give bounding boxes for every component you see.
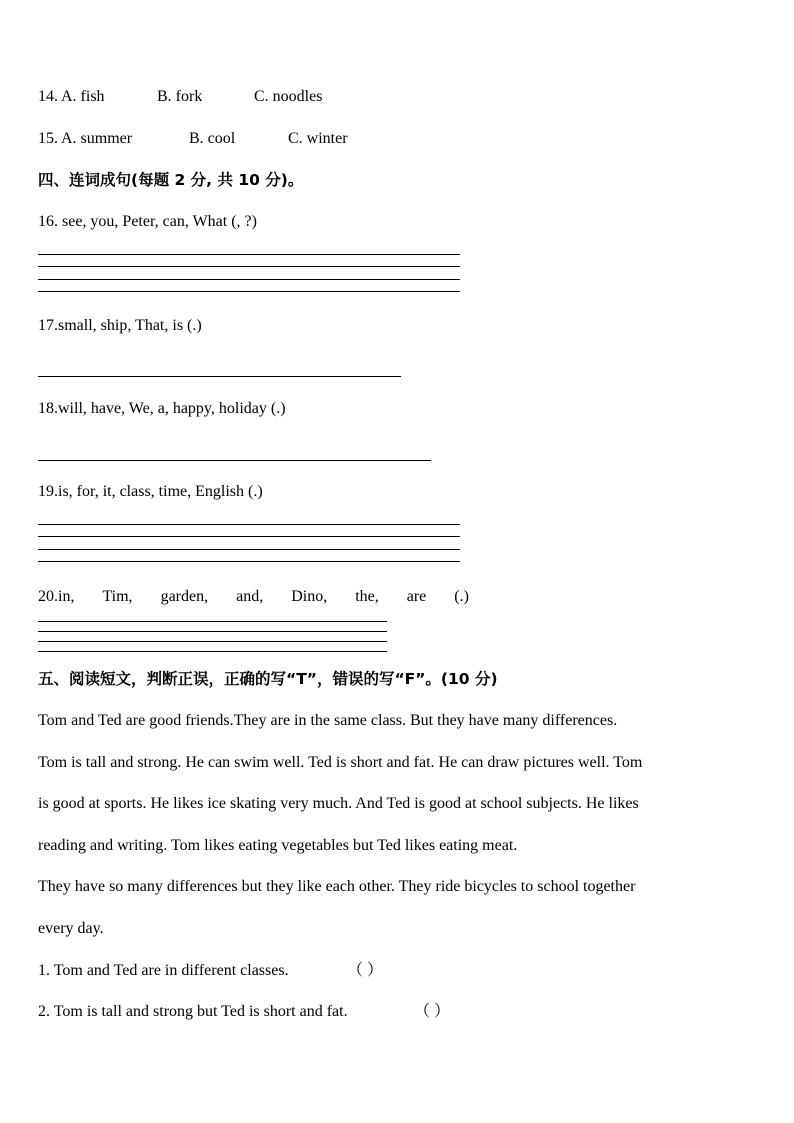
section-4-heading: 四、连词成句(每题 2 分, 共 10 分)。	[38, 171, 304, 189]
q16-writing-line-2[interactable]	[38, 266, 460, 267]
q14-number: 14.	[38, 88, 58, 105]
q15-option-a: A. summer	[61, 130, 133, 147]
q20-word: the,	[355, 588, 379, 605]
q19-writing-line-4[interactable]	[38, 561, 460, 562]
section-5-heading: 五、阅读短文，判断正误，正确的写“T”，错误的写“F”。(10 分)	[38, 670, 498, 688]
q16-writing-line-3[interactable]	[38, 279, 460, 280]
q19-prompt: 19.is, for, it, class, time, English (.)	[38, 483, 263, 500]
passage-line-4: reading and writing. Tom likes eating vegetables but Ted likes eating meat.	[38, 837, 518, 854]
q16-writing-line-4[interactable]	[38, 291, 460, 292]
q17-answer-line[interactable]	[38, 376, 401, 377]
q14-option-b: B. fork	[157, 88, 203, 105]
q15-option-c: C. winter	[288, 130, 348, 147]
q20-writing-line-3[interactable]	[38, 641, 387, 642]
q17-prompt: 17.small, ship, That, is (.)	[38, 317, 202, 334]
q20-word: are	[406, 588, 427, 605]
q20-word: (.)	[454, 588, 469, 605]
statement-1-answer-blank[interactable]: （ ）	[347, 962, 384, 979]
passage-line-3: is good at sports. He likes ice skating very much. And Ted is good at school subjects. He likes	[38, 795, 639, 812]
q20-word: and,	[236, 588, 264, 605]
q14-option-a: A. fish	[61, 88, 105, 105]
q19-writing-line-2[interactable]	[38, 536, 460, 537]
passage-line-2: Tom is tall and strong. He can swim well. Ted is short and fat. He can draw pictures well. Tom	[38, 754, 643, 771]
q18-answer-line[interactable]	[38, 460, 431, 461]
q14-option-c: C. noodles	[254, 88, 323, 105]
q20-word: 20.in,	[38, 588, 75, 605]
statement-2: 2. Tom is tall and strong but Ted is short and fat.	[38, 1003, 348, 1020]
q20-word: Dino,	[291, 588, 328, 605]
q18-prompt: 18.will, have, We, a, happy, holiday (.)	[38, 400, 286, 417]
q20-prompt	[38, 587, 469, 607]
statement-2-answer-blank[interactable]: （ ）	[414, 1003, 451, 1020]
q20-writing-line-1[interactable]	[38, 621, 387, 622]
passage-line-1: Tom and Ted are good friends.They are in the same class. But they have many differences.	[38, 712, 618, 729]
q16-prompt: 16. see, you, Peter, can, What (, ?)	[38, 213, 257, 230]
q20-word: Tim,	[102, 588, 133, 605]
passage-line-6: every day.	[38, 920, 104, 937]
statement-1: 1. Tom and Ted are in different classes.	[38, 962, 289, 979]
q20-writing-line-2[interactable]	[38, 631, 387, 632]
q15-option-b: B. cool	[189, 130, 236, 147]
q16-writing-line-1[interactable]	[38, 254, 460, 255]
q19-writing-line-1[interactable]	[38, 524, 460, 525]
q20-writing-line-4[interactable]	[38, 651, 387, 652]
q15-number: 15.	[38, 130, 58, 147]
q19-writing-line-3[interactable]	[38, 549, 460, 550]
passage-line-5: They have so many differences but they like each other. They ride bicycles to school together	[38, 878, 636, 895]
q20-word: garden,	[160, 588, 209, 605]
